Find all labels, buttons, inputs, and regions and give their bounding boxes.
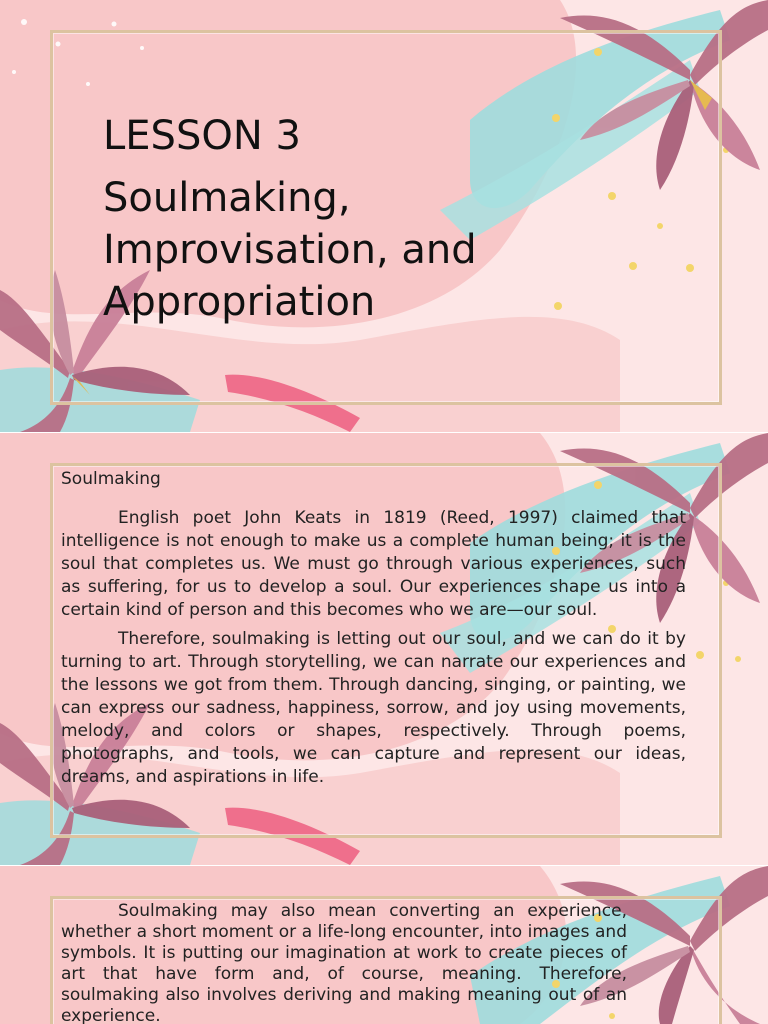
body-paragraph: Soulmaking may also mean converting an experience, whether a short moment or a life-long encounter, into images and symbols. It is putting our imagination at work to create pieces of art that have form and, of course, meaning. Therefore, soulmaking also involves deriving and making meaning out of an experience. xyxy=(61,901,627,1024)
section-heading: Soulmaking xyxy=(61,469,161,489)
soulmaking-text xyxy=(61,468,686,789)
lesson-number: LESSON 3 xyxy=(103,113,301,159)
body-paragraph: Therefore, soulmaking is letting out our soul, and we can do it by turning to art. Through storytelling, we can narrate our experiences and the lessons we got from them. Through dancing, singing, or painting, we can express our sadness, happiness, sorrow, and joy using movements, melody, and colors or shapes, respectively. Through poems, photographs, and tools, we can capture and represent our ideas, dreams, and aspirations in life. xyxy=(61,629,686,787)
soulmaking-continued-slide xyxy=(0,866,768,1024)
soulmaking-slide xyxy=(0,433,768,865)
body-paragraph: English poet John Keats in 1819 (Reed, 1997) claimed that intelligence is not enough to make us a complete human being; it is the soul that completes us. We must go through various experiences, such as suffering, for us to develop a soul. Our experiences shape us into a certain kind of person and this becomes who we are—our soul. xyxy=(61,508,686,620)
lesson-title: Soulmaking, Improvisation, and Appropriation xyxy=(103,175,477,325)
soulmaking-continued-text xyxy=(61,901,627,1024)
title-block xyxy=(103,108,573,328)
title-slide xyxy=(0,0,768,432)
